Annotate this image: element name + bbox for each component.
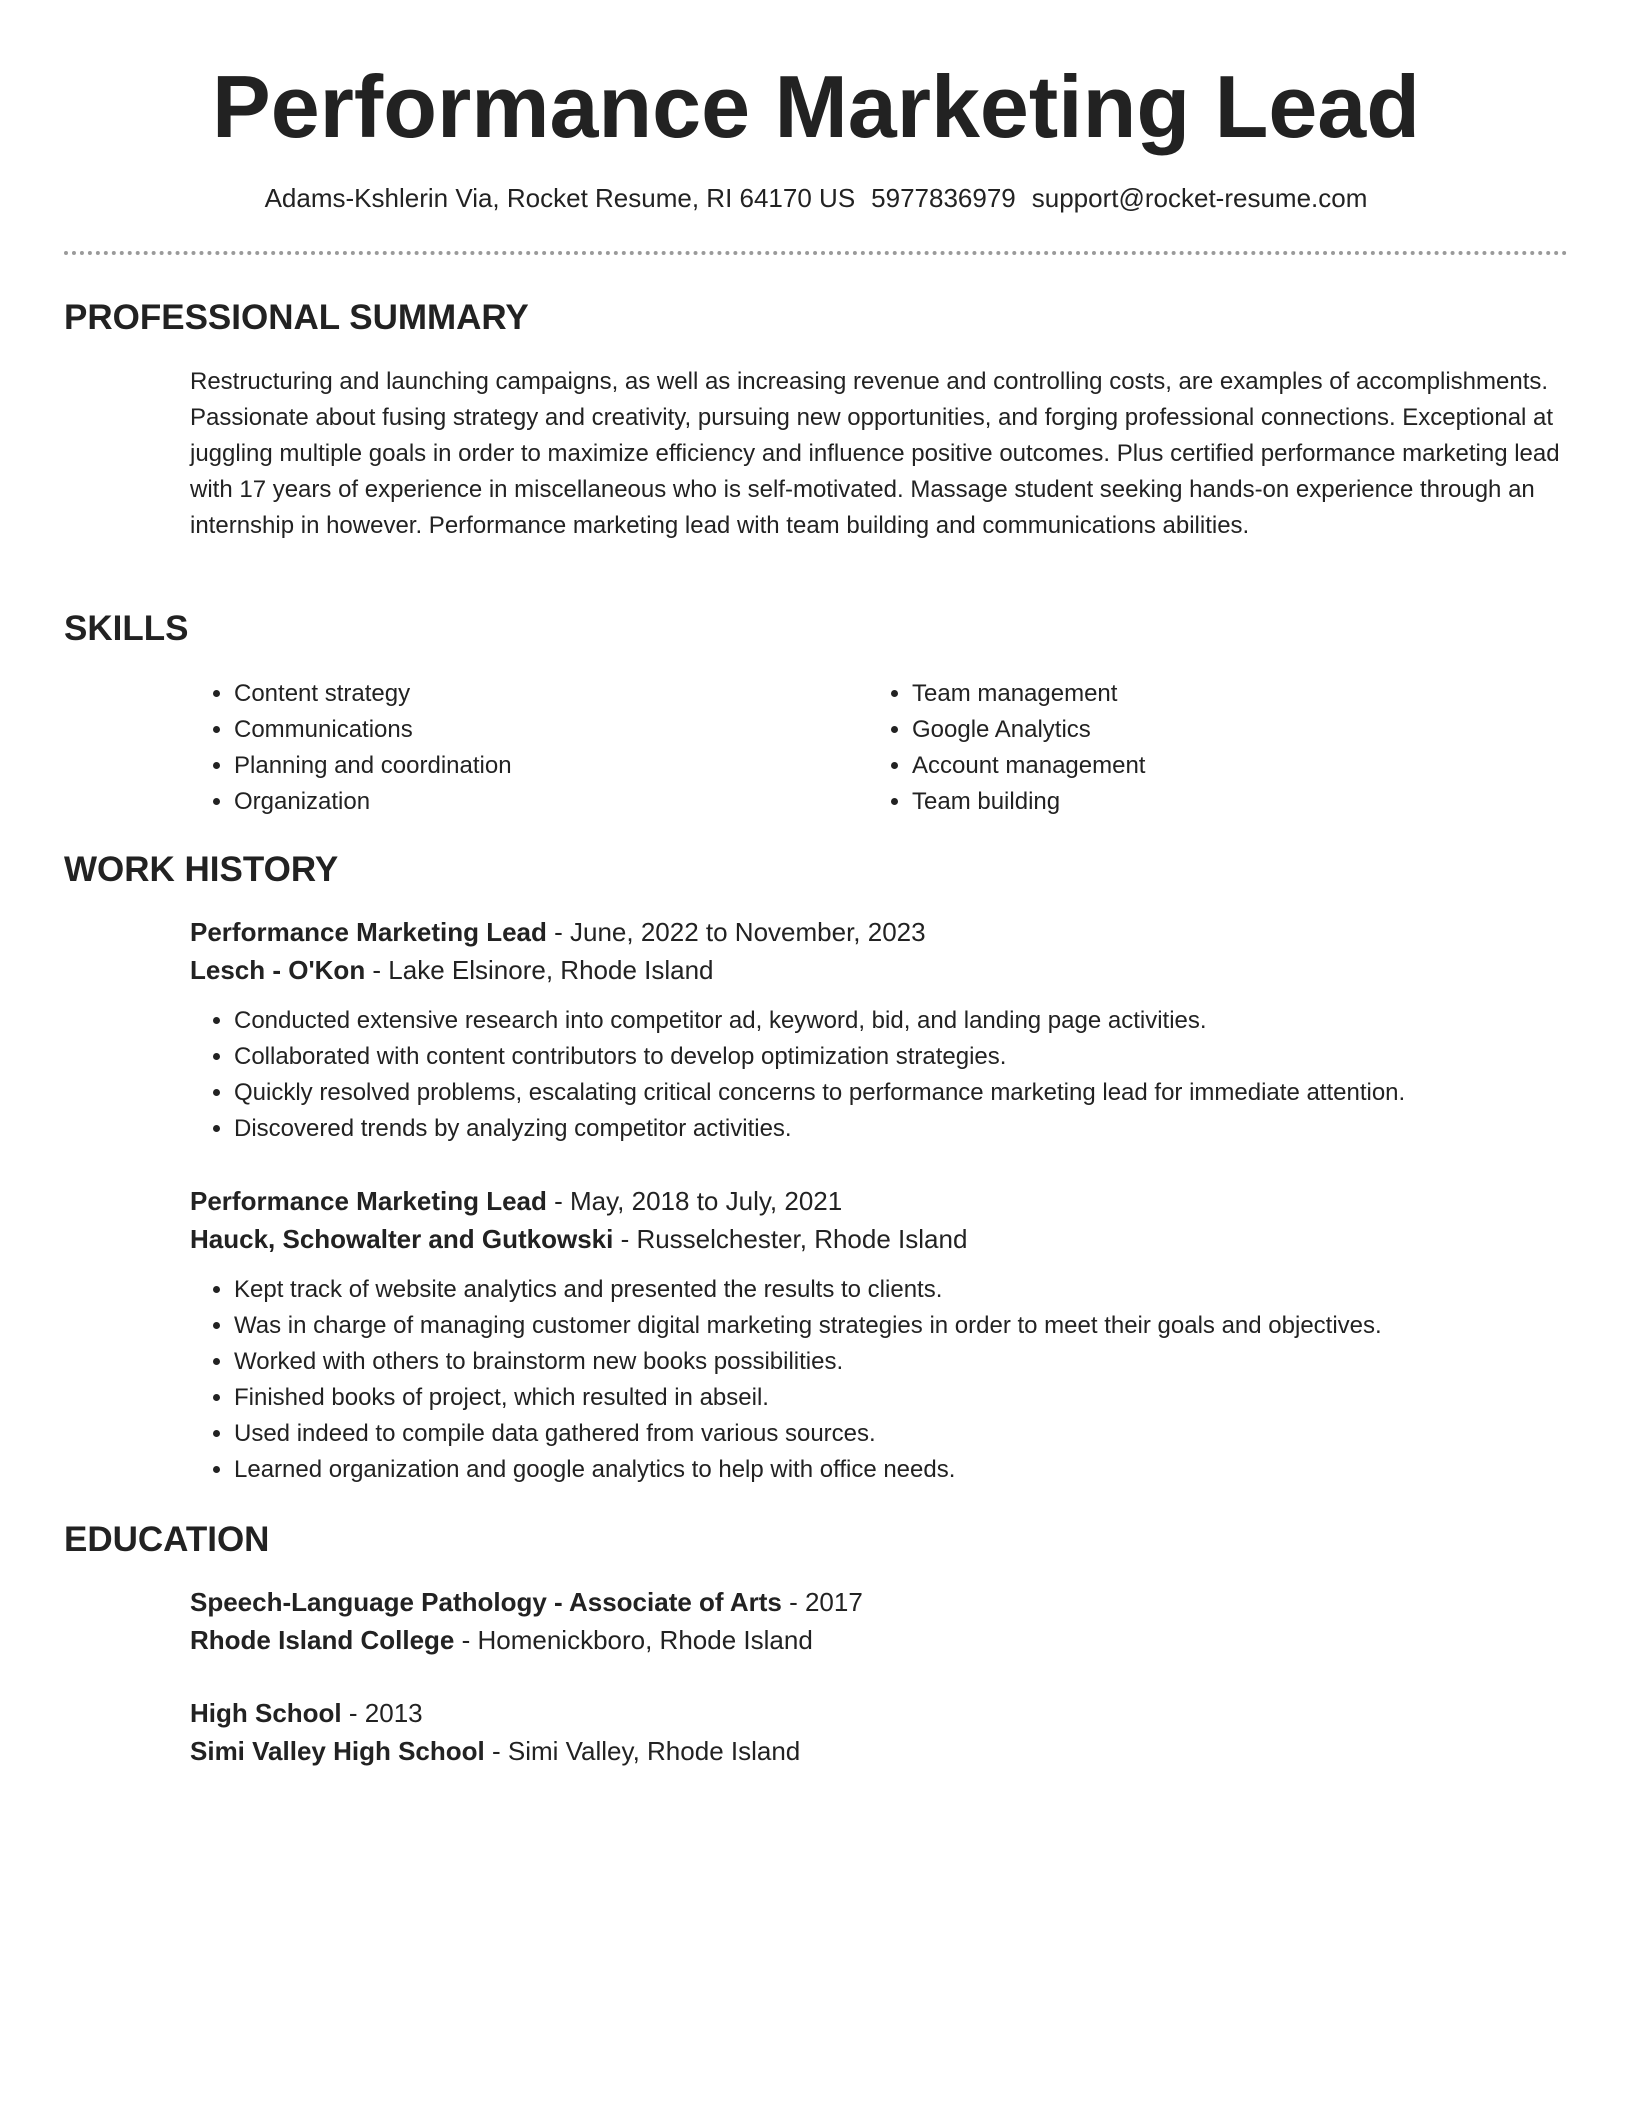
job-bullet: • Was in charge of managing customer digital marketing strategies in order to meet their goals and objectives.	[234, 1308, 1590, 1344]
skills-list-left	[190, 676, 512, 820]
skill-item: • Content strategy	[234, 676, 512, 712]
skill-item: • Communications	[234, 712, 512, 748]
education-location: - Homenickboro, Rhode Island	[454, 1625, 813, 1655]
skills-list-right	[868, 676, 1145, 820]
education-entry	[190, 1694, 1590, 1770]
job-location: - Russelchester, Rhode Island	[613, 1224, 968, 1254]
skill-item: • Account management	[912, 748, 1145, 784]
header-divider	[64, 251, 1568, 255]
education-school: Rhode Island College	[190, 1625, 455, 1655]
skill-item: • Organization	[234, 784, 512, 820]
job-role: Performance Marketing Lead	[190, 1186, 547, 1216]
job-bullet: • Kept track of website analytics and presented the results to clients.	[234, 1272, 1590, 1308]
job-company: Hauck, Schowalter and Gutkowski	[190, 1224, 614, 1254]
education-entry	[190, 1583, 1590, 1659]
skills-heading: SKILLS	[64, 609, 189, 648]
work-heading: WORK HISTORY	[64, 850, 339, 889]
education-year: - 2013	[341, 1698, 423, 1728]
job-title-line	[190, 1182, 1590, 1220]
job-company-line	[190, 951, 1590, 989]
summary-heading: PROFESSIONAL SUMMARY	[64, 298, 529, 337]
job-bullet: • Quickly resolved problems, escalating critical concerns to performance marketing lead for immediate attention.	[234, 1075, 1590, 1111]
skill-item: • Team management	[912, 676, 1145, 712]
education-degree-line	[190, 1583, 1590, 1621]
job-entry	[190, 913, 1590, 1147]
education-degree-line	[190, 1694, 1590, 1732]
education-heading: EDUCATION	[64, 1520, 270, 1559]
job-bullet: • Collaborated with content contributors to develop optimization strategies.	[234, 1039, 1590, 1075]
job-bullets	[190, 1272, 1590, 1488]
job-location: - Lake Elsinore, Rhode Island	[365, 955, 714, 985]
resume-name: Performance Marketing Lead	[212, 57, 1420, 156]
job-bullet: • Conducted extensive research into competitor ad, keyword, bid, and landing page activities.	[234, 1003, 1590, 1039]
job-bullet: • Used indeed to compile data gathered from various sources.	[234, 1416, 1590, 1452]
education-school-line	[190, 1621, 1590, 1659]
education-degree: Speech-Language Pathology - Associate of Arts	[190, 1587, 782, 1617]
education-school: Simi Valley High School	[190, 1736, 485, 1766]
skill-item: • Team building	[912, 784, 1145, 820]
education-degree: High School	[190, 1698, 342, 1728]
job-bullet: • Learned organization and google analytics to help with office needs.	[234, 1452, 1590, 1488]
job-company: Lesch - O'Kon	[190, 955, 366, 985]
education-location: - Simi Valley, Rhode Island	[484, 1736, 801, 1766]
summary-text: Restructuring and launching campaigns, as well as increasing revenue and controlling costs, are examples of accomplishments. Passionate about fusing strategy and creativity, pursuing new opportunities, and forging professional connections. Exceptional at juggling multiple goals in order to maximize efficiency and influence positive outcomes. Plus certified performance marketing lead with 17 years of experience in miscellaneous who is self-motivated. Massage student seeking hands-on experience through an internship in however. Performance marketing lead with team building and communications abilities.	[190, 368, 1560, 539]
job-title-line	[190, 913, 1590, 951]
education-year: - 2017	[781, 1587, 863, 1617]
skill-item: • Google Analytics	[912, 712, 1145, 748]
contact-line	[0, 178, 1632, 218]
job-bullet: • Discovered trends by analyzing competitor activities.	[234, 1111, 1590, 1147]
education-school-line	[190, 1732, 1590, 1770]
job-bullet: • Worked with others to brainstorm new books possibilities.	[234, 1344, 1590, 1380]
contact-email: support@rocket-resume.com	[1031, 183, 1368, 213]
skill-item: • Planning and coordination	[234, 748, 512, 784]
job-role: Performance Marketing Lead	[190, 917, 547, 947]
contact-phone: 5977836979	[871, 183, 1016, 213]
job-dates: - June, 2022 to November, 2023	[546, 917, 926, 947]
job-bullet: • Finished books of project, which resulted in abseil.	[234, 1380, 1590, 1416]
contact-address: Adams-Kshlerin Via, Rocket Resume, RI 64170 US	[264, 183, 856, 213]
job-dates: - May, 2018 to July, 2021	[546, 1186, 843, 1216]
job-bullets	[190, 1003, 1590, 1147]
job-entry	[190, 1182, 1590, 1488]
job-company-line	[190, 1220, 1590, 1258]
